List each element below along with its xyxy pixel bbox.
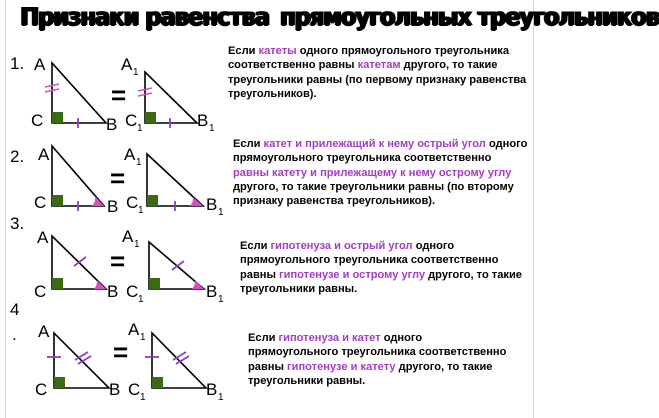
vertex-b: B (106, 115, 118, 134)
item-4-number: 4 (10, 300, 20, 319)
vertex-b: B (109, 380, 121, 399)
description-text: Если (240, 240, 271, 252)
item-2-number: 2. (10, 147, 25, 166)
equals-sign: = (110, 163, 126, 193)
item-4-description (248, 331, 508, 388)
subscript-1: 1 (137, 123, 143, 134)
vertex-b: B (107, 197, 119, 216)
vertex-c: C (34, 282, 47, 301)
right-angle-marker (152, 377, 163, 388)
subscript-1: 1 (134, 239, 140, 250)
description-text: одного прямоугольного треугольника соответственно равны (240, 240, 499, 281)
vertex-b1: B (206, 195, 218, 214)
vertex-a1: A (122, 227, 134, 246)
subscript-1: 1 (138, 294, 144, 305)
subscript-1: 1 (140, 392, 146, 403)
item-3-number: 3. (10, 214, 25, 233)
subscript-1: 1 (136, 157, 142, 168)
triangle-abc-4 (47, 333, 109, 388)
vertex-c: C (34, 193, 47, 212)
description-text: другого, то такие треугольники равны. (240, 268, 522, 295)
vertex-b1: B (197, 111, 209, 130)
triangle-a1b1c1-4 (145, 333, 206, 388)
highlighted-term: гипотенузе и катету (287, 360, 396, 373)
vertex-a: A (38, 145, 50, 164)
highlighted-term: гипотенузе и острому углу (279, 268, 426, 281)
vertex-c1: C (125, 111, 138, 130)
subscript-1: 1 (218, 294, 224, 305)
vertex-b1: B (206, 380, 218, 399)
subscript-1: 1 (133, 67, 139, 78)
equals-sign: = (113, 337, 129, 367)
title-part-1: Признаки равенства (20, 2, 269, 31)
subscript-1: 1 (218, 207, 224, 218)
highlighted-term: катет и прилежащий к нему острый угол (263, 138, 486, 150)
equals-sign: = (110, 246, 126, 276)
vertex-b: B (107, 282, 119, 301)
subscript-1: 1 (209, 123, 215, 134)
vertex-c1: C (126, 193, 139, 212)
vertex-b1: B (206, 282, 218, 301)
highlighted-term: катеты (258, 45, 297, 57)
right-angle-marker (54, 377, 65, 388)
highlighted-term: равны катету и прилежащему к нему острому углу (233, 166, 512, 179)
vertex-c: C (35, 380, 48, 399)
item-1-number: 1. (10, 54, 25, 73)
vertex-a1: A (121, 55, 133, 74)
description-text: одного прямоугольного треугольника соответственно равны (248, 332, 507, 373)
item-4-number-dot: . (12, 325, 17, 344)
highlighted-term: гипотенуза и острый угол (270, 240, 413, 252)
description-text: другого, то такие треугольники равны (по второму признаку равенства треугольников). (233, 180, 514, 208)
description-text: одного прямоугольного треугольника соответственно равны (228, 45, 509, 72)
vertex-a1: A (128, 320, 140, 339)
description-text: одного прямоугольного треугольника соответственно (233, 138, 528, 165)
highlighted-term: катетам (357, 59, 401, 72)
vertex-a1: A (124, 145, 136, 164)
vertex-a: A (38, 322, 50, 341)
description-text: Если (248, 332, 279, 344)
subscript-1: 1 (140, 332, 146, 343)
description-text: другого, то такие треугольники равны. (248, 360, 493, 387)
vertex-c: C (31, 111, 44, 130)
equals-sign: = (111, 80, 127, 110)
title-part-2: прямоугольных треугольников (279, 2, 659, 31)
vertex-c1: C (126, 282, 139, 301)
subscript-1: 1 (138, 205, 144, 216)
subscript-1: 1 (218, 392, 224, 403)
vertex-c1: C (128, 380, 141, 399)
description-text: Если (233, 138, 264, 150)
description-text: другого, то такие треугольники равны (по первому признаку равенства треугольников). (228, 59, 527, 100)
vertex-a: A (37, 228, 49, 247)
vertex-a: A (34, 55, 46, 74)
description-text: Если (228, 45, 259, 57)
highlighted-term: гипотенуза и катет (278, 332, 381, 344)
